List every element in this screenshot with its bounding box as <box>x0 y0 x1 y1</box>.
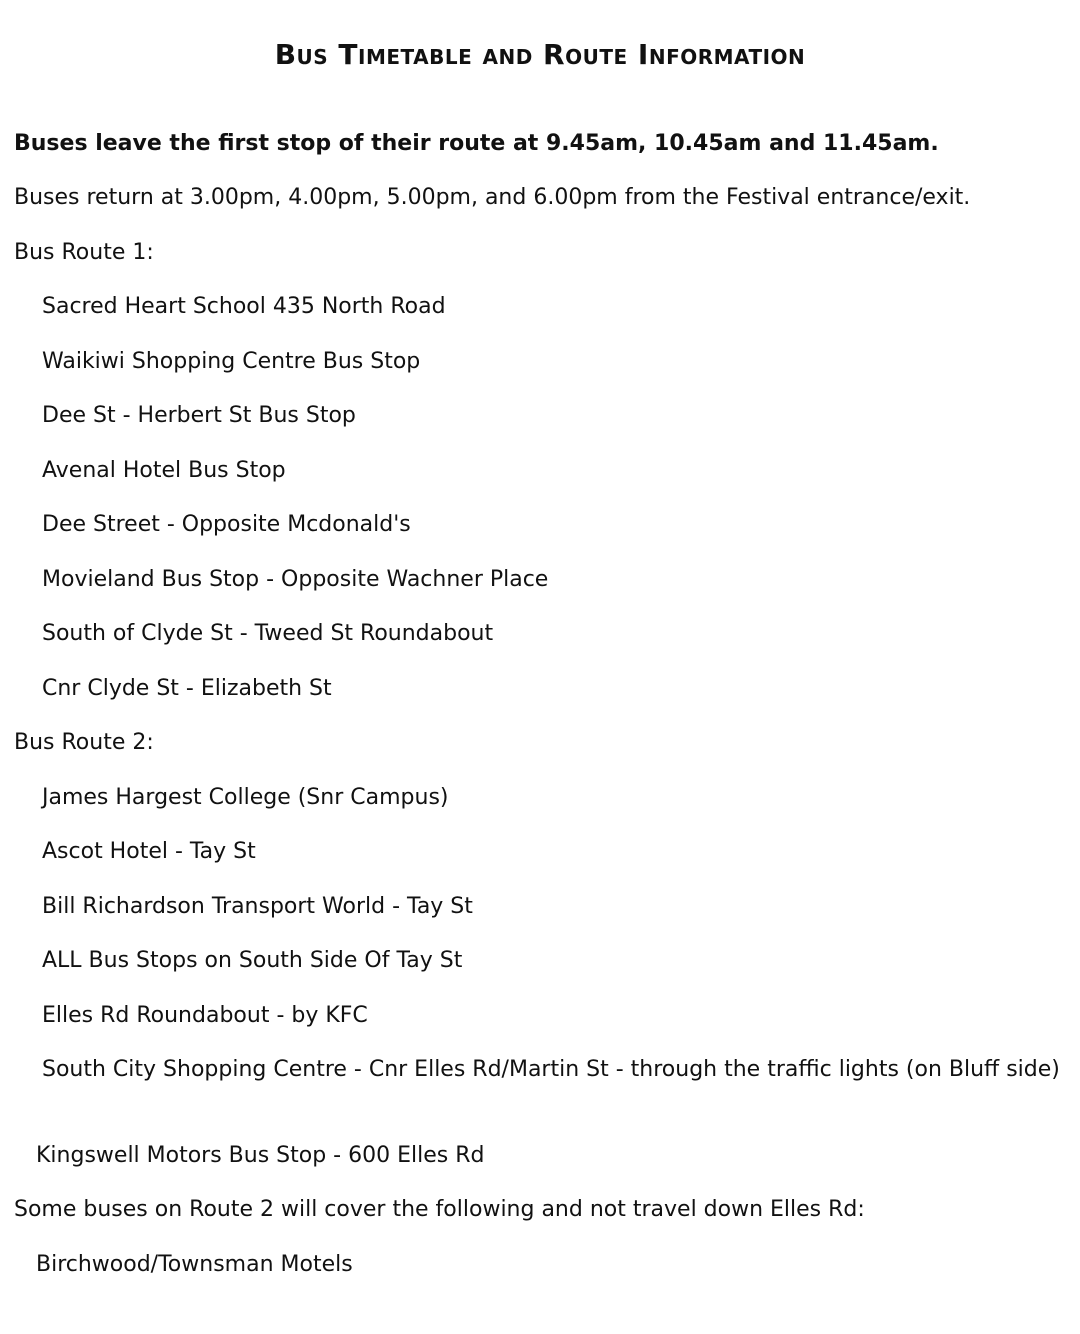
route-2-stop: James Hargest College (Snr Campus) <box>42 785 449 810</box>
route-2-stop: ALL Bus Stops on South Side Of Tay St <box>42 948 463 973</box>
route-1-stop: South of Clyde St - Tweed St Roundabout <box>42 621 494 646</box>
route-2-stop: South City Shopping Centre - Cnr Elles Rd/Martin St - through the traffic lights (on Bluff side) <box>42 1057 1060 1082</box>
page-title: Bus Timetable and Route Information <box>274 38 806 71</box>
route-1-stop: Avenal Hotel Bus Stop <box>42 458 286 483</box>
route-2-stop: Elles Rd Roundabout - by KFC <box>42 1003 368 1028</box>
return-notice: Buses return at 3.00pm, 4.00pm, 5.00pm, and 6.00pm from the Festival entrance/exit. <box>14 185 971 210</box>
alternate-route-note: Some buses on Route 2 will cover the following and not travel down Elles Rd: <box>14 1197 865 1222</box>
route-1-stop: Movieland Bus Stop - Opposite Wachner Place <box>42 567 549 592</box>
departure-notice: Buses leave the first stop of their route at 9.45am, 10.45am and 11.45am. <box>14 131 939 156</box>
route-1-stop: Dee Street - Opposite Mcdonald's <box>42 512 411 537</box>
route-2-stop: Bill Richardson Transport World - Tay St <box>42 894 473 919</box>
route-2-heading: Bus Route 2: <box>14 730 154 755</box>
route-2-stop: Ascot Hotel - Tay St <box>42 839 256 864</box>
route-1-stop: Sacred Heart School 435 North Road <box>42 294 446 319</box>
route-1-heading: Bus Route 1: <box>14 240 154 265</box>
route-1-stop: Dee St - Herbert St Bus Stop <box>42 403 356 428</box>
route-1-stop: Waikiwi Shopping Centre Bus Stop <box>42 349 421 374</box>
alternate-stop: Birchwood/Townsman Motels <box>36 1252 353 1277</box>
route-1-stop: Cnr Clyde St - Elizabeth St <box>42 676 332 701</box>
route-2-stop: Kingswell Motors Bus Stop - 600 Elles Rd <box>36 1143 485 1168</box>
